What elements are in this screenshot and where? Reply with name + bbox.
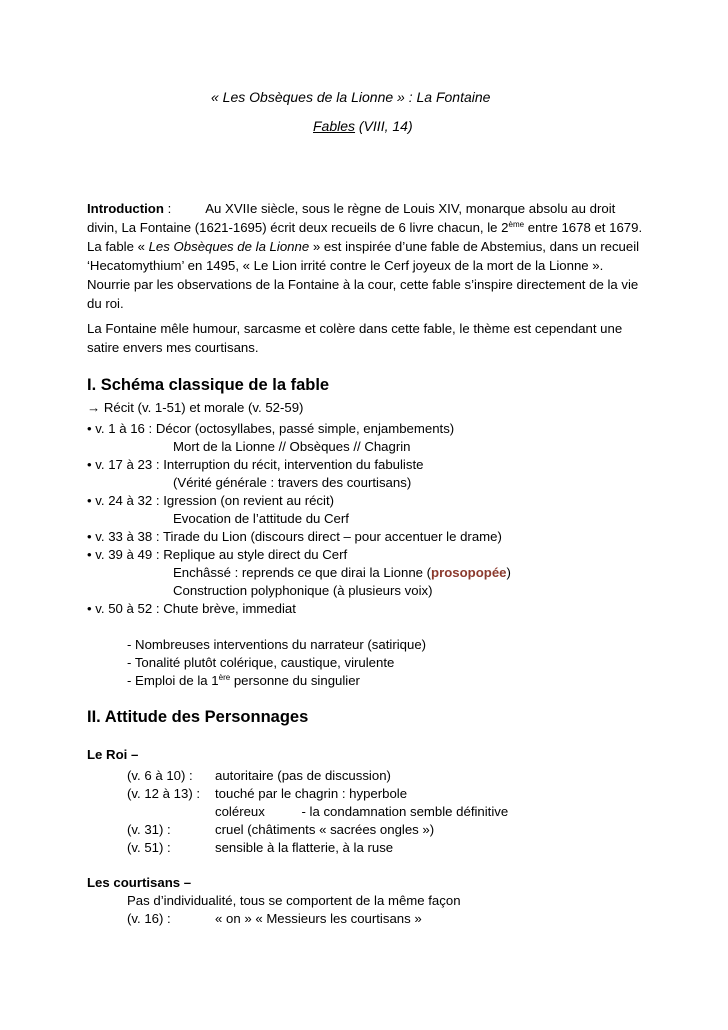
roi-ref: (v. 51) : (127, 840, 171, 855)
roi-text: coléreux - la condamnation semble définitive (215, 804, 509, 819)
roi-label: Le Roi – (87, 747, 139, 762)
scheme-subline: (Vérité générale : travers des courtisans) (173, 475, 412, 490)
section-1-arrow-line: → Récit (v. 1-51) et morale (v. 52-59) (87, 400, 304, 415)
courtisans-ref: (v. 16) : (127, 911, 171, 926)
intro-label-sep: : (163, 201, 172, 216)
scheme-line: • v. 50 à 52 : Chute brève, immediat (87, 601, 296, 616)
roi-text: autoritaire (pas de discussion) (215, 768, 391, 783)
roi-ref: (v. 12 à 13) : (127, 786, 201, 801)
courtisans-label: Les courtisans – (87, 875, 192, 890)
work-title: Fables (313, 118, 356, 134)
section-2-heading: II. Attitude des Personnages (87, 708, 309, 726)
summary-item: - Tonalité plutôt colérique, caustique, virulente (127, 655, 395, 670)
summary-sup: ère (218, 673, 231, 682)
prosopopee-term: prosopopée (431, 565, 507, 580)
intro-text-b: entre 1678 et 1679. La fable « (87, 220, 643, 254)
courtisans-text: Pas d’individualité, tous se comportent de la même façon (127, 893, 461, 908)
intro-label: Introduction (87, 201, 164, 216)
intro-text-c: » est inspirée d’une fable de Abstemius, dans un recueil ‘Hecatomythium’ en 1495, « Le Lion irrité contre le Cerf joyeux de la mort de la Lionne ». Nourrie par les observations de la Fontaine à la cour, cette fable s’inspire directement de la vie du roi. (87, 239, 640, 311)
roi-ref: (v. 6 à 10) : (127, 768, 193, 783)
prosopopee-lead: Enchâssé : reprends ce que dirai la Lionne ( (173, 565, 432, 580)
roi-ref: (v. 31) : (127, 822, 171, 837)
prosopopee-close: ) (506, 565, 511, 580)
section-1-heading: I. Schéma classique de la fable (87, 376, 330, 394)
intro-fable-title: Les Obsèques de la Lionne (148, 239, 310, 254)
document-title: « Les Obsèques de la Lionne » : La Fontaine (211, 89, 491, 105)
intro-paragraph-1 (87, 199, 643, 313)
intro-paragraph-2: La Fontaine mêle humour, sarcasme et colère dans cette fable, le thème est cependant une satire envers mes courtisans. (87, 321, 623, 355)
scheme-line: • v. 24 à 32 : Igression (on revient au récit) (87, 493, 334, 508)
document-subtitle (313, 117, 413, 135)
scheme-line: • v. 17 à 23 : Interruption du récit, intervention du fabuliste (87, 457, 424, 472)
roi-text: cruel (châtiments « sacrées ongles ») (215, 822, 435, 837)
scheme-subline: Construction polyphonique (à plusieurs voix) (173, 583, 433, 598)
intro-text-a: Au XVIIe siècle, sous le règne de Louis XIV, monarque absolu au droit divin, La Fontaine (1621-1695) écrit deux recueils de 6 livre chacun, le 2 (87, 201, 616, 235)
scheme-line: • v. 39 à 49 : Replique au style direct du Cerf (87, 547, 348, 562)
introduction-block (87, 199, 643, 357)
roi-text: sensible à la flatterie, à la ruse (215, 840, 394, 855)
scheme-line: • v. 33 à 38 : Tirade du Lion (discours direct – pour accentuer le drame) (87, 529, 502, 544)
summary-item-lead: - Emploi de la 1 (127, 673, 219, 688)
scheme-subline: Mort de la Lionne // Obsèques // Chagrin (173, 439, 411, 454)
work-reference: (VIII, 14) (355, 118, 413, 134)
scheme-subline (173, 564, 511, 582)
summary-item (127, 672, 360, 690)
intro-sup: ème (508, 220, 525, 229)
summary-item-tail: personne du singulier (230, 673, 360, 688)
roi-text: touché par le chagrin : hyperbole (215, 786, 408, 801)
courtisans-quote: « on » « Messieurs les courtisans » (215, 911, 422, 926)
scheme-subline: Evocation de l’attitude du Cerf (173, 511, 349, 526)
scheme-line: • v. 1 à 16 : Décor (octosyllabes, passé simple, enjambements) (87, 421, 455, 436)
summary-item: - Nombreuses interventions du narrateur (satirique) (127, 637, 427, 652)
